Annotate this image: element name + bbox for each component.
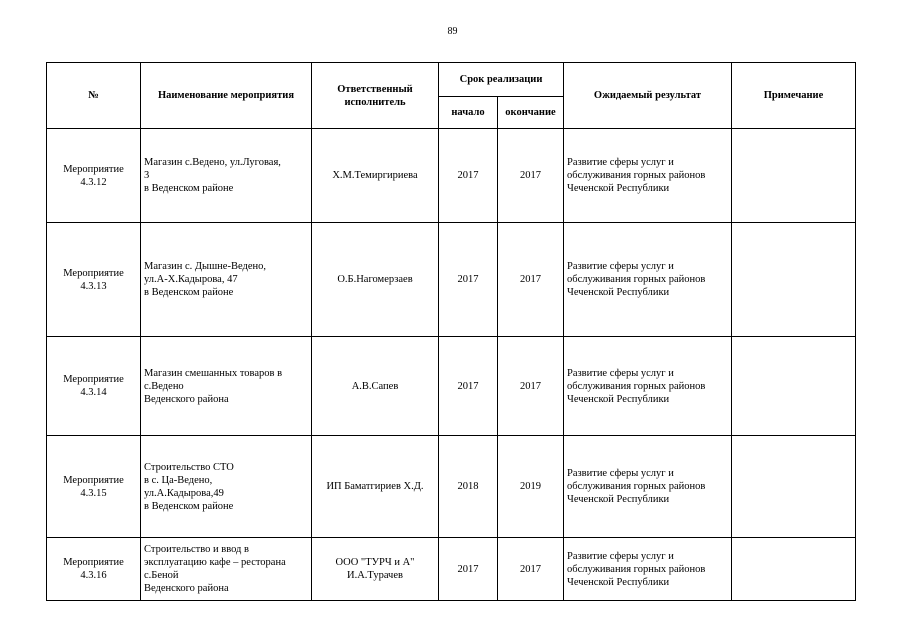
cell-number: Мероприятие 4.3.16 [47,538,141,601]
cell-result: Развитие сферы услуг и обслуживания горных районов Чеченской Республики [564,436,732,538]
cell-start: 2017 [439,223,498,337]
cell-executor: А.В.Сапев [312,337,439,436]
cell-name: Строительство СТО в с. Ца-Ведено, ул.А.Кадырова,49 в Веденском районе [141,436,312,538]
cell-result: Развитие сферы услуг и обслуживания горных районов Чеченской Республики [564,223,732,337]
cell-number: Мероприятие 4.3.13 [47,223,141,337]
header-note: Примечание [732,63,856,129]
cell-start: 2017 [439,129,498,223]
header-number: № [47,63,141,129]
cell-result: Развитие сферы услуг и обслуживания горных районов Чеченской Республики [564,337,732,436]
cell-note [732,129,856,223]
cell-name: Магазин с. Дышне-Ведено, ул.А-Х.Кадырова, 47 в Веденском районе [141,223,312,337]
cell-end: 2019 [498,436,564,538]
cell-start: 2018 [439,436,498,538]
cell-note [732,436,856,538]
cell-name: Строительство и ввод в эксплуатацию кафе – ресторана с.Беной Веденского района [141,538,312,601]
table-row [47,436,856,538]
header-row [47,63,856,97]
header-result: Ожидаемый результат [564,63,732,129]
table-row [47,337,856,436]
cell-end: 2017 [498,538,564,601]
header-start: начало [439,97,498,129]
header-end: окончание [498,97,564,129]
cell-name: Магазин с.Ведено, ул.Луговая, 3 в Веденском районе [141,129,312,223]
cell-end: 2017 [498,223,564,337]
cell-executor: ООО "ТУРЧ и А" И.А.Турачев [312,538,439,601]
header-name: Наименование мероприятия [141,63,312,129]
cell-note [732,337,856,436]
cell-end: 2017 [498,129,564,223]
cell-name: Магазин смешанных товаров в с.Ведено Веденского района [141,337,312,436]
table-row [47,538,856,601]
cell-executor: О.Б.Нагомерзаев [312,223,439,337]
cell-note [732,538,856,601]
table-row [47,129,856,223]
header-executor: Ответственный исполнитель [312,63,439,129]
cell-start: 2017 [439,538,498,601]
cell-number: Мероприятие 4.3.15 [47,436,141,538]
cell-result: Развитие сферы услуг и обслуживания горных районов Чеченской Республики [564,129,732,223]
cell-end: 2017 [498,337,564,436]
header-term: Срок реализации [439,63,564,97]
cell-executor: Х.М.Темиргириева [312,129,439,223]
cell-executor: ИП Баматгириев Х.Д. [312,436,439,538]
table-row [47,223,856,337]
cell-number: Мероприятие 4.3.12 [47,129,141,223]
cell-start: 2017 [439,337,498,436]
cell-result: Развитие сферы услуг и обслуживания горных районов Чеченской Республики [564,538,732,601]
cell-note [732,223,856,337]
cell-number: Мероприятие 4.3.14 [47,337,141,436]
activities-table [46,62,856,601]
page-number: 89 [447,26,458,37]
